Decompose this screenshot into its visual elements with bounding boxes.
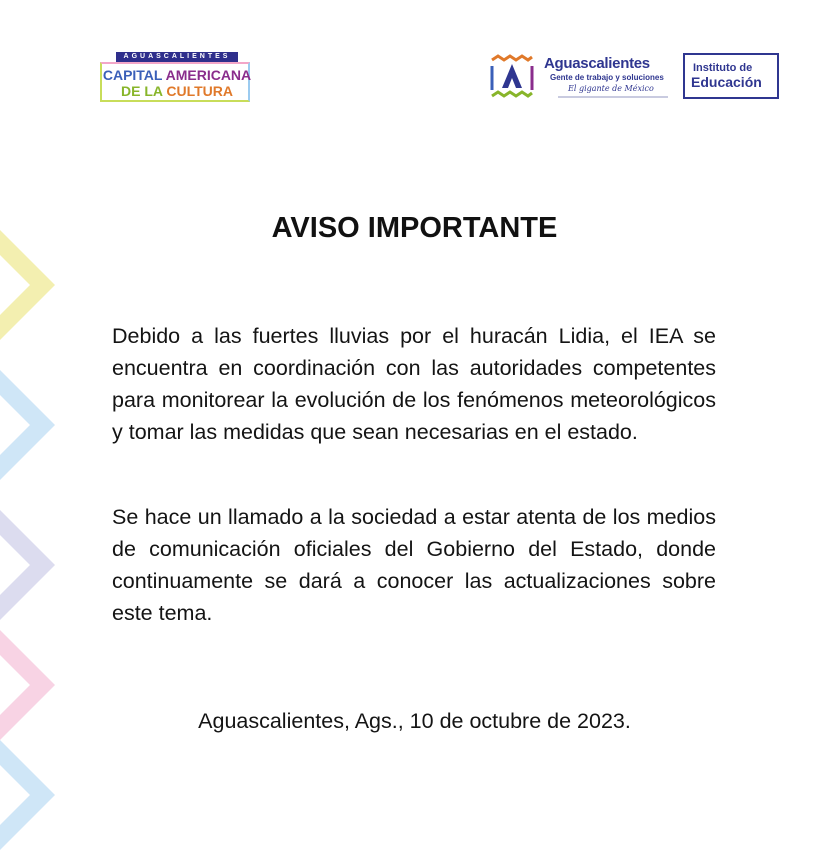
logo-line-2-a: DE LA <box>121 83 167 99</box>
logo-line-2-b: CULTURA <box>166 83 233 99</box>
logo-line-1 <box>100 67 254 83</box>
logo-line-1-a: CAPITAL <box>102 67 166 83</box>
state-tagline: Gente de trabajo y soluciones <box>550 73 664 82</box>
institute-line-2: Educación <box>691 74 762 90</box>
fine-print-line <box>558 96 668 98</box>
capital-americana-cultura-logo <box>100 52 254 104</box>
institute-line-1: Instituto de <box>693 62 753 74</box>
notice-date-line: Aguascalientes, Ags., 10 de octubre de 2023. <box>198 709 631 733</box>
logo-line-2 <box>100 83 254 99</box>
logo-band-text: AGUASCALIENTES <box>116 52 238 62</box>
state-slogan: El gigante de México <box>568 84 654 93</box>
logo-line-1-b: AMERICANA <box>165 67 252 83</box>
notice-title: AVISO IMPORTANTE <box>271 212 558 244</box>
notice-paragraph-1: Debido a las fuertes lluvias por el huracán Lidia, el IEA se encuentra en coordinación con las autoridades competentes para monitorear la evolución de los fenómenos meteorológicos y tomar las medidas que sean necesarias en el estado. <box>112 324 716 444</box>
state-name: Aguascalientes <box>544 55 650 72</box>
instituto-educacion-logo <box>683 53 779 99</box>
state-emblem-icon <box>488 52 536 100</box>
notice-paragraph-2: Se hace un llamado a la sociedad a estar atenta de los medios de comunicación oficiales del Gobierno del Estado, donde continuamente se dará a conocer las actualizaciones sobre este tema. <box>112 505 716 625</box>
aguascalientes-state-logo <box>488 50 678 102</box>
